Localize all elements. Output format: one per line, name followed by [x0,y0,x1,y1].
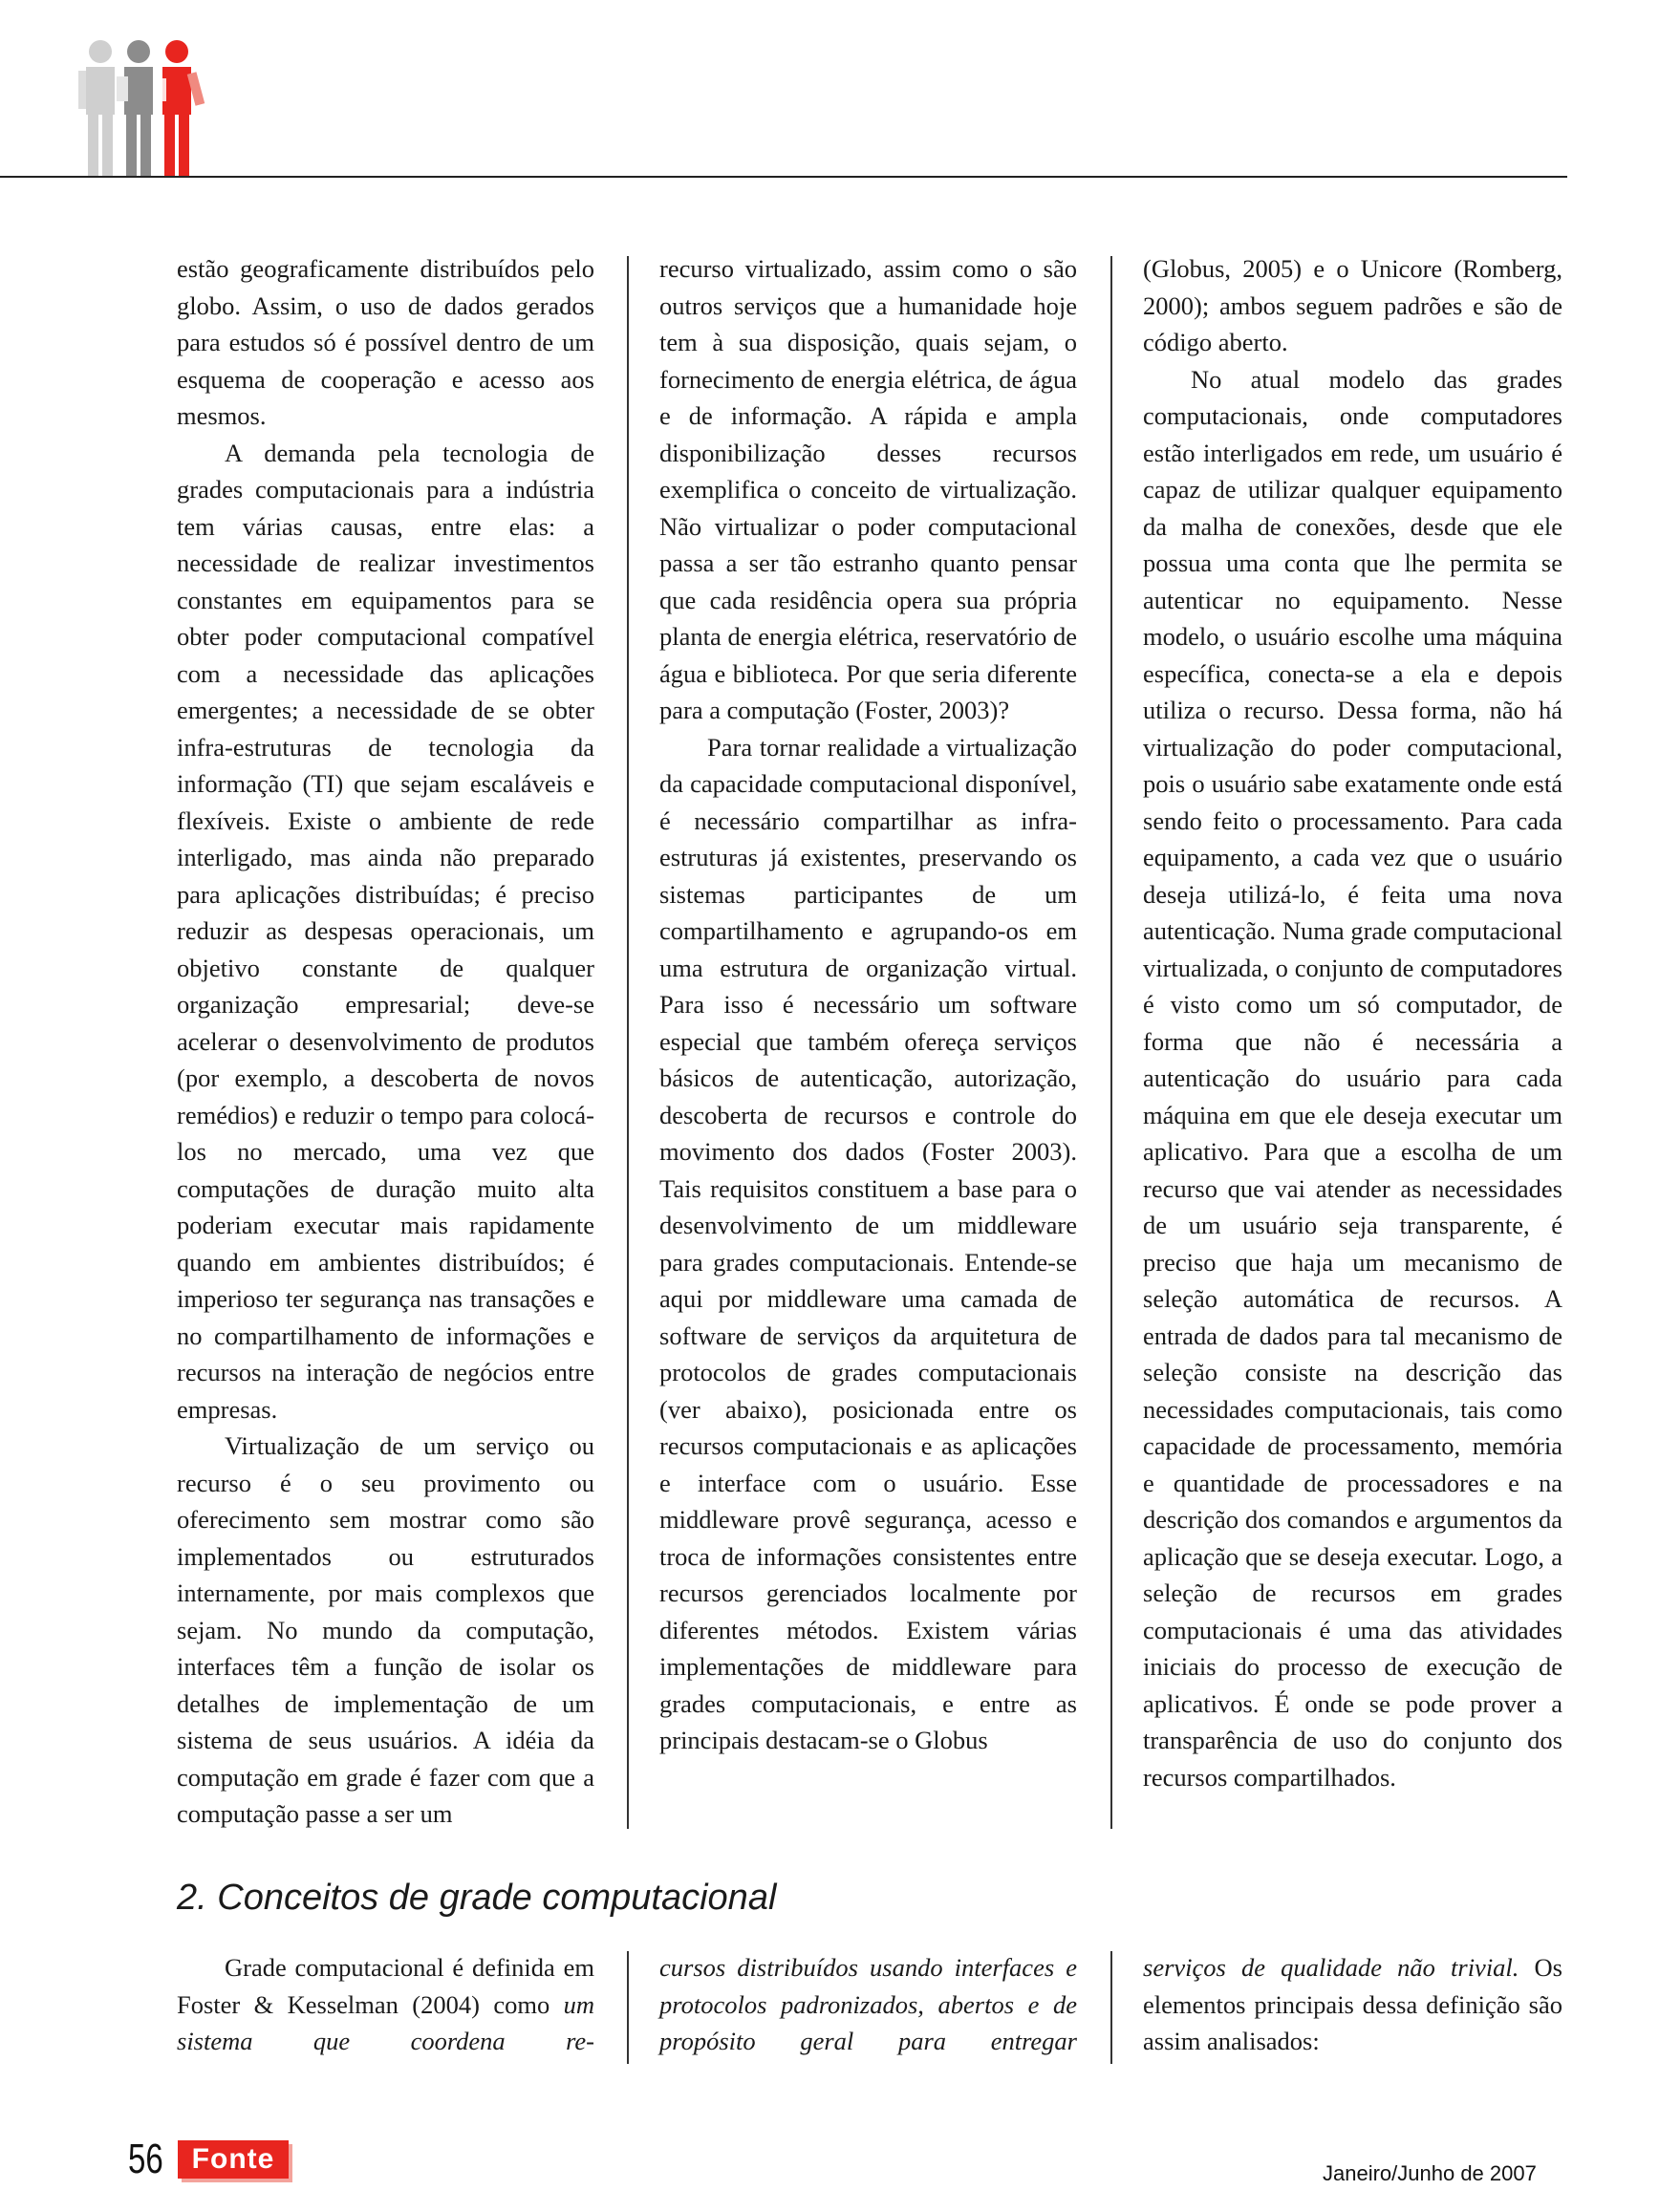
brand-logo: Fonte [178,2140,289,2179]
paragraph: Para tornar realidade a virtualização da capacidade computacional disponível, é necessário compartilhar as infra-estruturas já existentes, preservando os sistemas participantes de um compartilhamento e agrupando-os em uma estrutura de organização virtual. Para isso é necessário um software especial que também ofereça serviços básicos de autenticação, autorização, descoberta de recursos e controle do movimento dos dados (Foster 2003). Tais requisitos constituem a base para o desenvolvimento de um middleware para grades computacionais. Entende-se aqui por middleware uma camada de software de serviços da arquitetura de protocolos de grades computacionais (ver abaixo), posicionada entre os recursos computacionais e as aplicações e interface com o usuário. Esse middleware provê segurança, acesso e troca de informações consistentes entre recursos gerenciados localmente por diferentes métodos. Existem várias implementações de middleware para grades computacionais, e entre as principais destacam-se o Globus [659,732,1077,1754]
column-divider [1110,1951,1112,2064]
issue-date: Janeiro/Junho de 2007 [1323,2161,1537,2185]
section-heading: 2. Conceitos de grade computacional [177,1878,777,1918]
paragraph [1143,1949,1562,2060]
text-column-2 [659,250,1077,1759]
definition-lead: Grade computacional é definida em Foster & Kesselman (2004) como [177,1953,594,2019]
definition-quote: cursos distribuídos usando interfaces e protocolos padronizados, abertos e de propósito geral para entregar [659,1953,1077,2055]
section-column-1 [177,1949,594,2060]
definition-quote: um sistema que coordena re- [177,1989,594,2055]
paragraph [659,1949,1077,2060]
paragraph: (Globus, 2005) e o Unicore (Romberg, 2000); ambos seguem padrões e são de código aberto. [1143,254,1562,356]
paragraph: estão geograficamente distribuídos pelo globo. Assim, o uso de dados gerados para estudos só é possível dentro de um esquema de cooperação e acesso aos mesmos. [177,254,594,430]
definition-quote: serviços de qualidade não trivial. [1143,1953,1519,1982]
definition-tail: Os elementos principais dessa definição são assim analisados: [1143,1953,1562,2055]
page-number: 56 [128,2136,163,2182]
section-column-2 [659,1949,1077,2060]
paragraph: Virtualização de um serviço ou recurso é o seu provimento ou oferecimento sem mostrar como são implementados ou estruturados internamente, por mais complexos que sejam. No mundo da computação, interfaces têm a função de isolar os detalhes de implementação de um sistema de seus usuários. A idéia da computação em grade é fazer com que a computação passe a ser um [177,1431,594,1828]
paragraph: recurso virtualizado, assim como o são outros serviços que a humanidade hoje tem à sua disposição, quais sejam, o fornecimento de energia elétrica, de água e de informação. A rápida e ampla disponibilização desses recursos exemplifica o conceito de virtualização. Não virtualizar o poder computacional passa a ser tão estranho quanto pensar que cada residência opera sua própria planta de energia elétrica, reservatório de água e biblioteca. Por que seria diferente para a computação (Foster, 2003)? [659,254,1077,724]
column-divider [627,256,629,1829]
column-divider [627,1951,629,2064]
text-column-1 [177,250,594,1833]
paragraph: No atual modelo das grades computacionais, onde computadores estão interligados em rede, um usuário é capaz de utilizar qualquer equipamento da malha de conexões, desde que ele possua uma conta que lhe permita se autenticar no equipamento. Nesse modelo, o usuário escolhe uma máquina específica, conecta-se a ela e depois utiliza o recurso. Dessa forma, não há virtualização do poder computacional, pois o usuário sabe exatamente onde está sendo feito o processamento. Para cada equipamento, a cada vez que o usuário deseja utilizá-lo, é feita uma nova autenticação. Numa grade computacional virtualizada, o conjunto de computadores é visto como um só computador, de forma que não é necessária a autenticação do usuário para cada máquina em que ele deseja executar um aplicativo. Para que a escolha de um recurso que vai atender as necessidades de um usuário seja transparente, é preciso que haja um mecanismo de seleção automática de recursos. A entrada de dados para tal mecanismo de seleção consiste na descrição das necessidades computacionais, tais como capacidade de processamento, memória e quantidade de processadores e na descrição dos comandos e argumentos da aplicação que se deseja executar. Logo, a seleção de recursos em grades computacionais é uma das atividades iniciais do processo de execução de aplicativos. É onde se pode prover a transparência de uso do conjunto dos recursos compartilhados. [1143,364,1562,1792]
header-rule [0,176,1567,178]
people-logo-icon [76,38,229,182]
paragraph: A demanda pela tecnologia de grades computacionais para a indústria tem várias causas, entre elas: a necessidade de realizar investimentos constantes em equipamentos para se obter poder computacional compatível com a necessidade das aplicações emergentes; a necessidade de se obter infra-estruturas de tecnologia da informação (TI) que sejam escaláveis e flexíveis. Existe o ambiente de rede interligado, mas ainda não preparado para aplicações distribuídas; é preciso reduzir as despesas operacionais, um objetivo constante de qualquer organização empresarial; deve-se acelerar o desenvolvimento de produtos (por exemplo, a descoberta de novos remédios) e reduzir o tempo para colocá-los no mercado, uma vez que computações de duração muito alta poderiam executar mais rapidamente quando em ambientes distribuídos; é imperioso ter segurança nas transações e no compartilhamento de informações e recursos na interação de negócios entre empresas. [177,438,594,1424]
text-column-3 [1143,250,1562,1795]
paragraph [177,1949,594,2060]
column-divider [1110,256,1112,1829]
section-column-3 [1143,1949,1562,2060]
